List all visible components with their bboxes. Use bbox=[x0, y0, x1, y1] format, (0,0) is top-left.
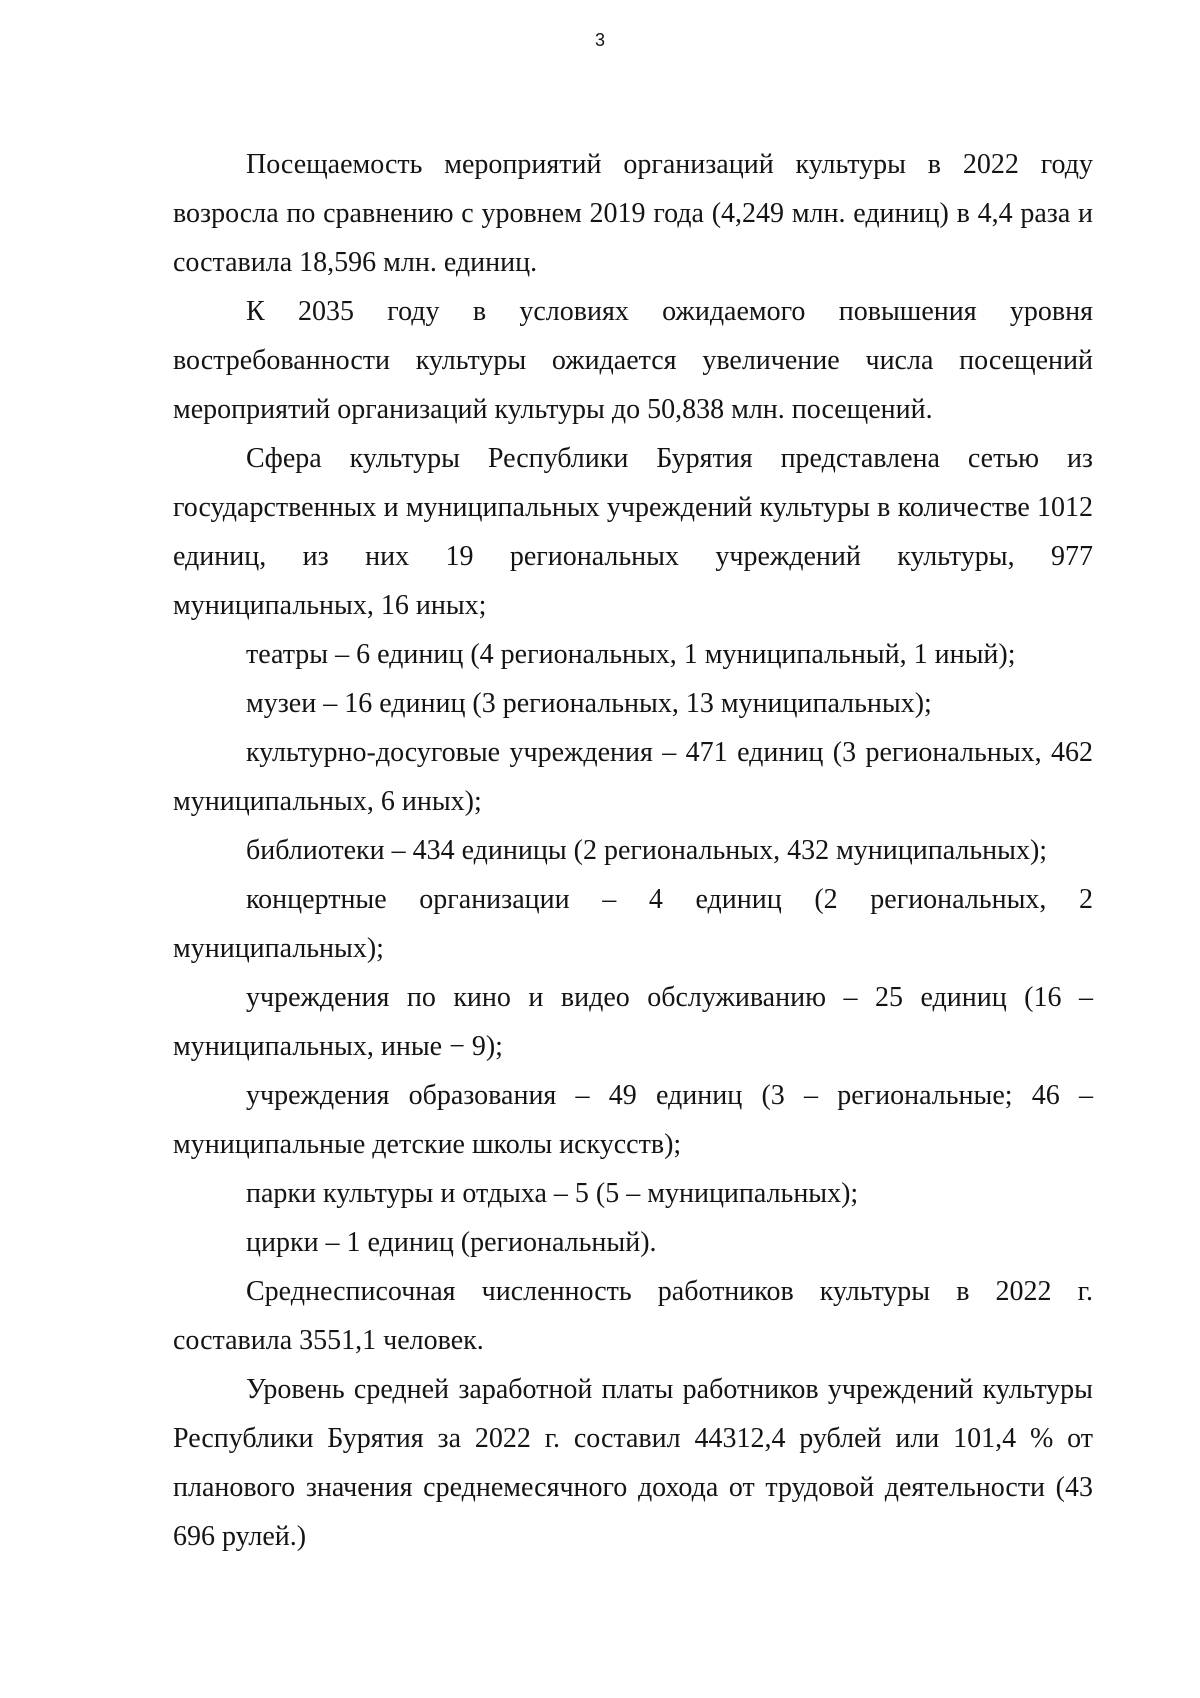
list-item-cultural-leisure: культурно-досуговые учреждения – 471 единиц (3 региональных, 462 муниципальных, 6 иных); bbox=[173, 737, 1093, 817]
list-item-theatres: театры – 6 единиц (4 региональных, 1 муниципальный, 1 иный); bbox=[246, 639, 1016, 670]
list-item-museums: музеи – 16 единиц (3 региональных, 13 муниципальных); bbox=[246, 688, 932, 719]
paragraph-forecast-2035: К 2035 году в условиях ожидаемого повышения уровня востребованности культуры ожидается увеличение числа посещений мероприятий организаций культуры до 50,838 млн. посещений. bbox=[173, 296, 1093, 425]
page-number: 3 bbox=[594, 30, 605, 50]
list-item-concert-organizations: концертные организации – 4 единиц (2 региональных, 2 муниципальных); bbox=[173, 884, 1093, 964]
list-item-cinema-video: учреждения по кино и видео обслуживанию – 25 единиц (16 – муниципальных, иные − 9); bbox=[173, 982, 1093, 1062]
paragraph-staff-count: Среднесписочная численность работников культуры в 2022 г. составила 3551,1 человек. bbox=[173, 1276, 1093, 1356]
paragraph-salary: Уровень средней заработной платы работников учреждений культуры Республики Бурятия за 2022 г. составил 44312,4 рублей или 101,4 % от планового значения среднемесячного дохода от трудовой деятельности (43 696 рулей.) bbox=[173, 1374, 1093, 1552]
list-item-education: учреждения образования – 49 единиц (3 – региональные; 46 – муниципальные детские школы искусств); bbox=[173, 1080, 1093, 1160]
list-item-libraries: библиотеки – 434 единицы (2 региональных, 432 муниципальных); bbox=[246, 835, 1048, 866]
list-item-circuses: цирки – 1 единиц (региональный). bbox=[246, 1227, 657, 1258]
list-item-parks: парки культуры и отдыха – 5 (5 – муниципальных); bbox=[246, 1178, 859, 1209]
document-body bbox=[173, 140, 1093, 1561]
paragraph-attendance: Посещаемость мероприятий организаций культуры в 2022 году возросла по сравнению с уровнем 2019 года (4,249 млн. единиц) в 4,4 раза и составила 18,596 млн. единиц. bbox=[173, 149, 1093, 278]
paragraph-network: Сфера культуры Республики Бурятия представлена сетью из государственных и муниципальных учреждений культуры в количестве 1012 единиц, из них 19 региональных учреждений культуры, 977 муниципальных, 16 иных; bbox=[173, 443, 1093, 621]
